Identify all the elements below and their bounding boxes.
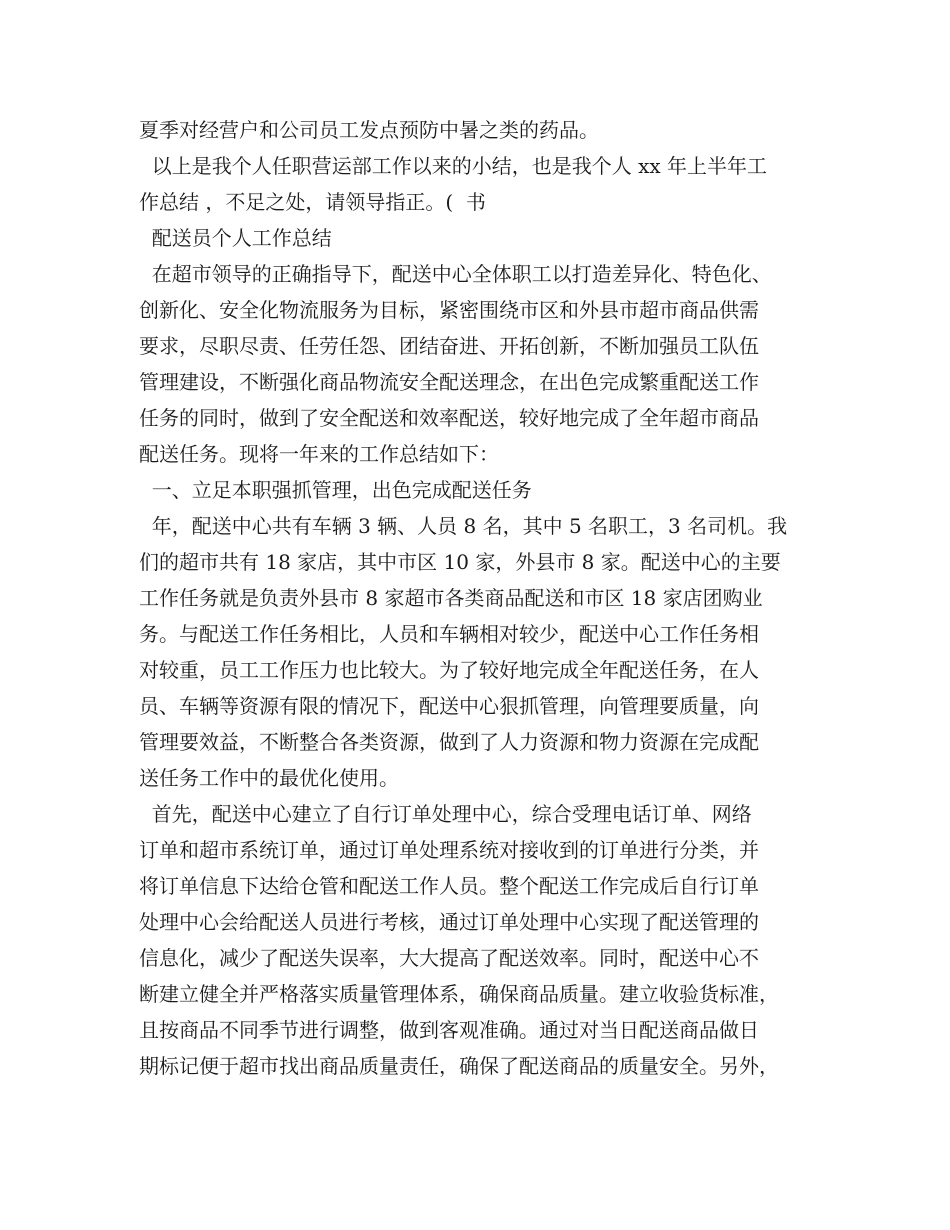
- text-line: 送任务工作中的最优化使用。: [139, 766, 399, 790]
- text-line: 务。与配送工作任务相比，人员和车辆相对较少，配送中心工作任务相: [139, 622, 759, 646]
- text-line: 首先，配送中心建立了自行订单处理中心，综合受理电话订单、网络: [139, 802, 752, 826]
- text-line: 期标记便于超市找出商品质量责任，确保了配送商品的质量安全。另外，: [139, 1054, 779, 1078]
- document-text: [139, 112, 839, 1084]
- text-line: 断建立健全并严格落实质量管理体系，确保商品质量。建立收验货标准，: [139, 982, 779, 1006]
- text-line: 作总结 ，不足之处，请领导指正。( 书: [139, 190, 486, 214]
- section-heading: 配送员个人工作总结: [139, 226, 332, 250]
- text-line: 员、车辆等资源有限的情况下，配送中心狠抓管理，向管理要质量，向: [139, 694, 759, 718]
- text-line: 以上是我个人任职营运部工作以来的小结，也是我个人 xx 年上半年工: [139, 154, 767, 178]
- text-line: 年，配送中心共有车辆 3 辆、人员 8 名，其中 5 名职工，3 名司机。我: [139, 514, 788, 538]
- text-line: 任务的同时，做到了安全配送和效率配送，较好地完成了全年超市商品: [139, 406, 759, 430]
- text-line: 在超市领导的正确指导下，配送中心全体职工以打造差异化、特色化、: [139, 262, 772, 286]
- text-line: 且按商品不同季节进行调整，做到客观准确。通过对当日配送商品做日: [139, 1018, 759, 1042]
- text-line: 管理要效益，不断整合各类资源，做到了人力资源和物力资源在完成配: [139, 730, 759, 754]
- text-line: 将订单信息下达给仓管和配送工作人员。整个配送工作完成后自行订单: [139, 874, 759, 898]
- text-line: 配送任务。现将一年来的工作总结如下：: [139, 442, 499, 466]
- text-line: 工作任务就是负责外县市 8 家超市各类商品配送和市区 18 家店团购业: [139, 586, 763, 610]
- text-line: 管理建设，不断强化商品物流安全配送理念，在出色完成繁重配送工作: [139, 370, 759, 394]
- text-line: 们的超市共有 18 家店，其中市区 10 家，外县市 8 家。配送中心的主要: [139, 550, 781, 574]
- text-line: 订单和超市系统订单，通过订单处理系统对接收到的订单进行分类，并: [139, 838, 759, 862]
- text-line: 处理中心会给配送人员进行考核，通过订单处理中心实现了配送管理的: [139, 910, 759, 934]
- text-line: 要求，尽职尽责、任劳任怨、团结奋进、开拓创新，不断加强员工队伍: [139, 334, 759, 358]
- text-line: 创新化、安全化物流服务为目标，紧密围绕市区和外县市超市商品供需: [139, 298, 759, 322]
- subsection-heading: 一、立足本职强抓管理，出色完成配送任务: [139, 478, 532, 502]
- text-line: 夏季对经营户和公司员工发点预防中暑之类的药品。: [139, 118, 599, 142]
- text-line: 信息化，减少了配送失误率，大大提高了配送效率。同时，配送中心不: [139, 946, 759, 970]
- text-line: 对较重，员工工作压力也比较大。为了较好地完成全年配送任务，在人: [139, 658, 759, 682]
